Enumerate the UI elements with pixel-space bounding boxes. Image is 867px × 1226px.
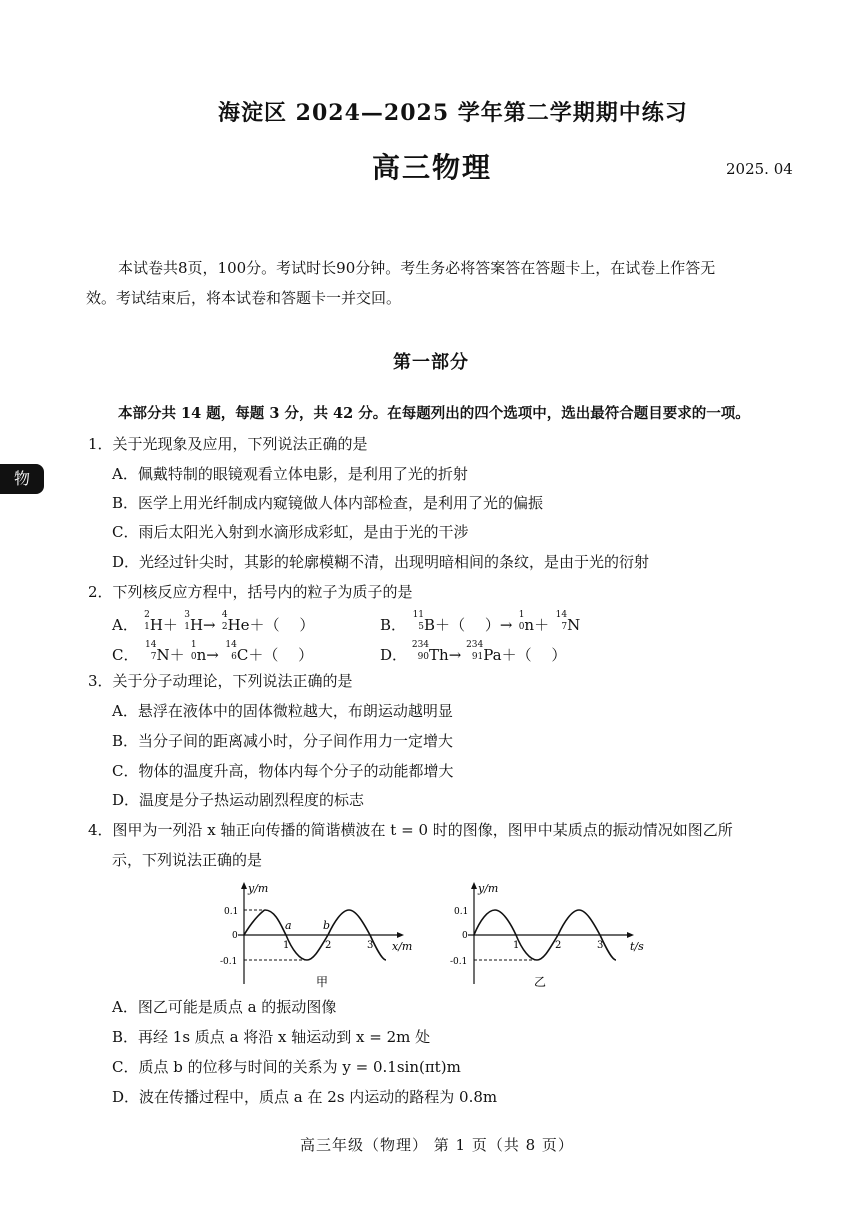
q2-paren-c: （ ） <box>263 646 314 664</box>
q4-option-b: B．再经 1s 质点 a 将沿 x 轴运动到 x = 2m 处 <box>112 1028 431 1046</box>
t-axis-label: t/s <box>630 940 644 953</box>
exam-date: 2025. 04 <box>726 160 793 178</box>
q3-option-a: A．悬浮在液体中的固体微粒越大，布朗运动越明显 <box>112 702 453 720</box>
y-tick-zero: 0 <box>462 931 468 941</box>
q3-option-d: D．温度是分子热运动剧烈程度的标志 <box>112 791 365 809</box>
point-b-label: b <box>323 919 331 932</box>
intro-line-1: 本试卷共8页，100分。考试时长90分钟。考生务必将答案答在答题卡上，在试卷上作答无 <box>118 259 716 277</box>
t-tick-2: 2 <box>555 940 562 951</box>
x-axis-label: x/m <box>392 940 413 953</box>
q2-label-b: B． <box>380 616 407 634</box>
y-tick-zero: 0 <box>232 931 238 941</box>
y-tick-bottom: -0.1 <box>220 957 238 967</box>
q2-paren-d: （ ） <box>516 646 567 664</box>
y-axis-label: y/m <box>248 882 269 895</box>
y-axis-label: y/m <box>478 882 499 895</box>
q4-option-d: D．波在传播过程中，质点 a 在 2s 内运动的路程为 0.8m <box>112 1088 498 1106</box>
side-tab: 物 <box>0 464 44 494</box>
q4-stem-line-1: 4．图甲为一列沿 x 轴正向传播的简谐横波在 t = 0 时的图像，图甲中某质点的振动情况如图乙所 <box>88 821 733 839</box>
q2-label-d: D． <box>380 646 408 664</box>
q2-label-c: C． <box>112 646 139 664</box>
y-tick-top: 0.1 <box>454 907 469 917</box>
part-instructions: 本部分共 14 题，每题 3 分，共 42 分。在每题列出的四个选项中，选出最符合题目要求的一项。 <box>118 405 750 422</box>
q3-option-b: B．当分子间的距离减小时，分子间作用力一定增大 <box>112 732 454 750</box>
q2-paren-b: （ ） <box>450 616 500 634</box>
q1-option-a: A．佩戴特制的眼镜观看立体电影，是利用了光的折射 <box>112 465 468 483</box>
q4-stem-line-2: 示，下列说法正确的是 <box>112 851 263 869</box>
y-tick-bottom: -0.1 <box>450 957 468 967</box>
t-tick-3: 3 <box>597 940 604 951</box>
subject-title: 高三物理 <box>372 151 493 184</box>
page-footer: 高三年级（物理） 第 1 页（共 8 页） <box>300 1136 574 1154</box>
q2-option-b: B． 11 5 B＋（ ）→ 1 0 n＋ 14 7 N <box>380 610 581 634</box>
q2-label-a: A． <box>112 616 138 634</box>
y-tick-top: 0.1 <box>224 907 239 917</box>
exam-title: 海淀区 2024—2025 学年第二学期期中练习 <box>218 100 688 126</box>
intro-line-2: 效。考试结束后，将本试卷和答题卡一并交回。 <box>86 289 402 307</box>
graph-caption: 乙 <box>534 975 547 989</box>
x-tick-1: 1 <box>283 940 290 951</box>
q1-option-d: D．光经过针尖时，其影的轮廓模糊不清，出现明暗相间的条纹，是由于光的衍射 <box>112 553 650 571</box>
q2-option-a: A． 2 1 H＋ 3 1 H→ 4 2 He＋（ ） <box>112 610 315 634</box>
q3-stem: 3．关于分子动理论，下列说法正确的是 <box>88 672 353 690</box>
x-tick-2: 2 <box>325 940 332 951</box>
q2-paren-a: （ ） <box>264 616 315 634</box>
q1-option-c: C．雨后太阳光入射到水滴形成彩虹，是由于光的干涉 <box>112 523 469 541</box>
q2-option-c: C． 14 7 N＋ 1 0 n→ 14 6 C＋（ ） <box>112 640 314 664</box>
x-tick-3: 3 <box>367 940 374 951</box>
q4-option-c: C．质点 b 的位移与时间的关系为 y = 0.1sin(πt)m <box>112 1058 461 1076</box>
q2-option-d: D． 234 90 Th→ 234 91 Pa＋（ ） <box>380 640 567 664</box>
t-tick-1: 1 <box>513 940 520 951</box>
q1-stem: 1．关于光现象及应用，下列说法正确的是 <box>88 435 368 453</box>
graph-caption: 甲 <box>316 975 329 989</box>
point-a-label: a <box>285 919 292 932</box>
q2-stem: 2．下列核反应方程中，括号内的粒子为质子的是 <box>88 583 413 601</box>
q1-option-b: B．医学上用光纤制成内窥镜做人体内部检查，是利用了光的偏振 <box>112 494 544 512</box>
part-title: 第一部分 <box>393 352 469 373</box>
wave-graph-yi <box>450 880 650 990</box>
q4-option-a: A．图乙可能是质点 a 的振动图像 <box>112 998 337 1016</box>
q3-option-c: C．物体的温度升高，物体内每个分子的动能都增大 <box>112 762 454 780</box>
wave-graph-jia <box>220 880 420 990</box>
